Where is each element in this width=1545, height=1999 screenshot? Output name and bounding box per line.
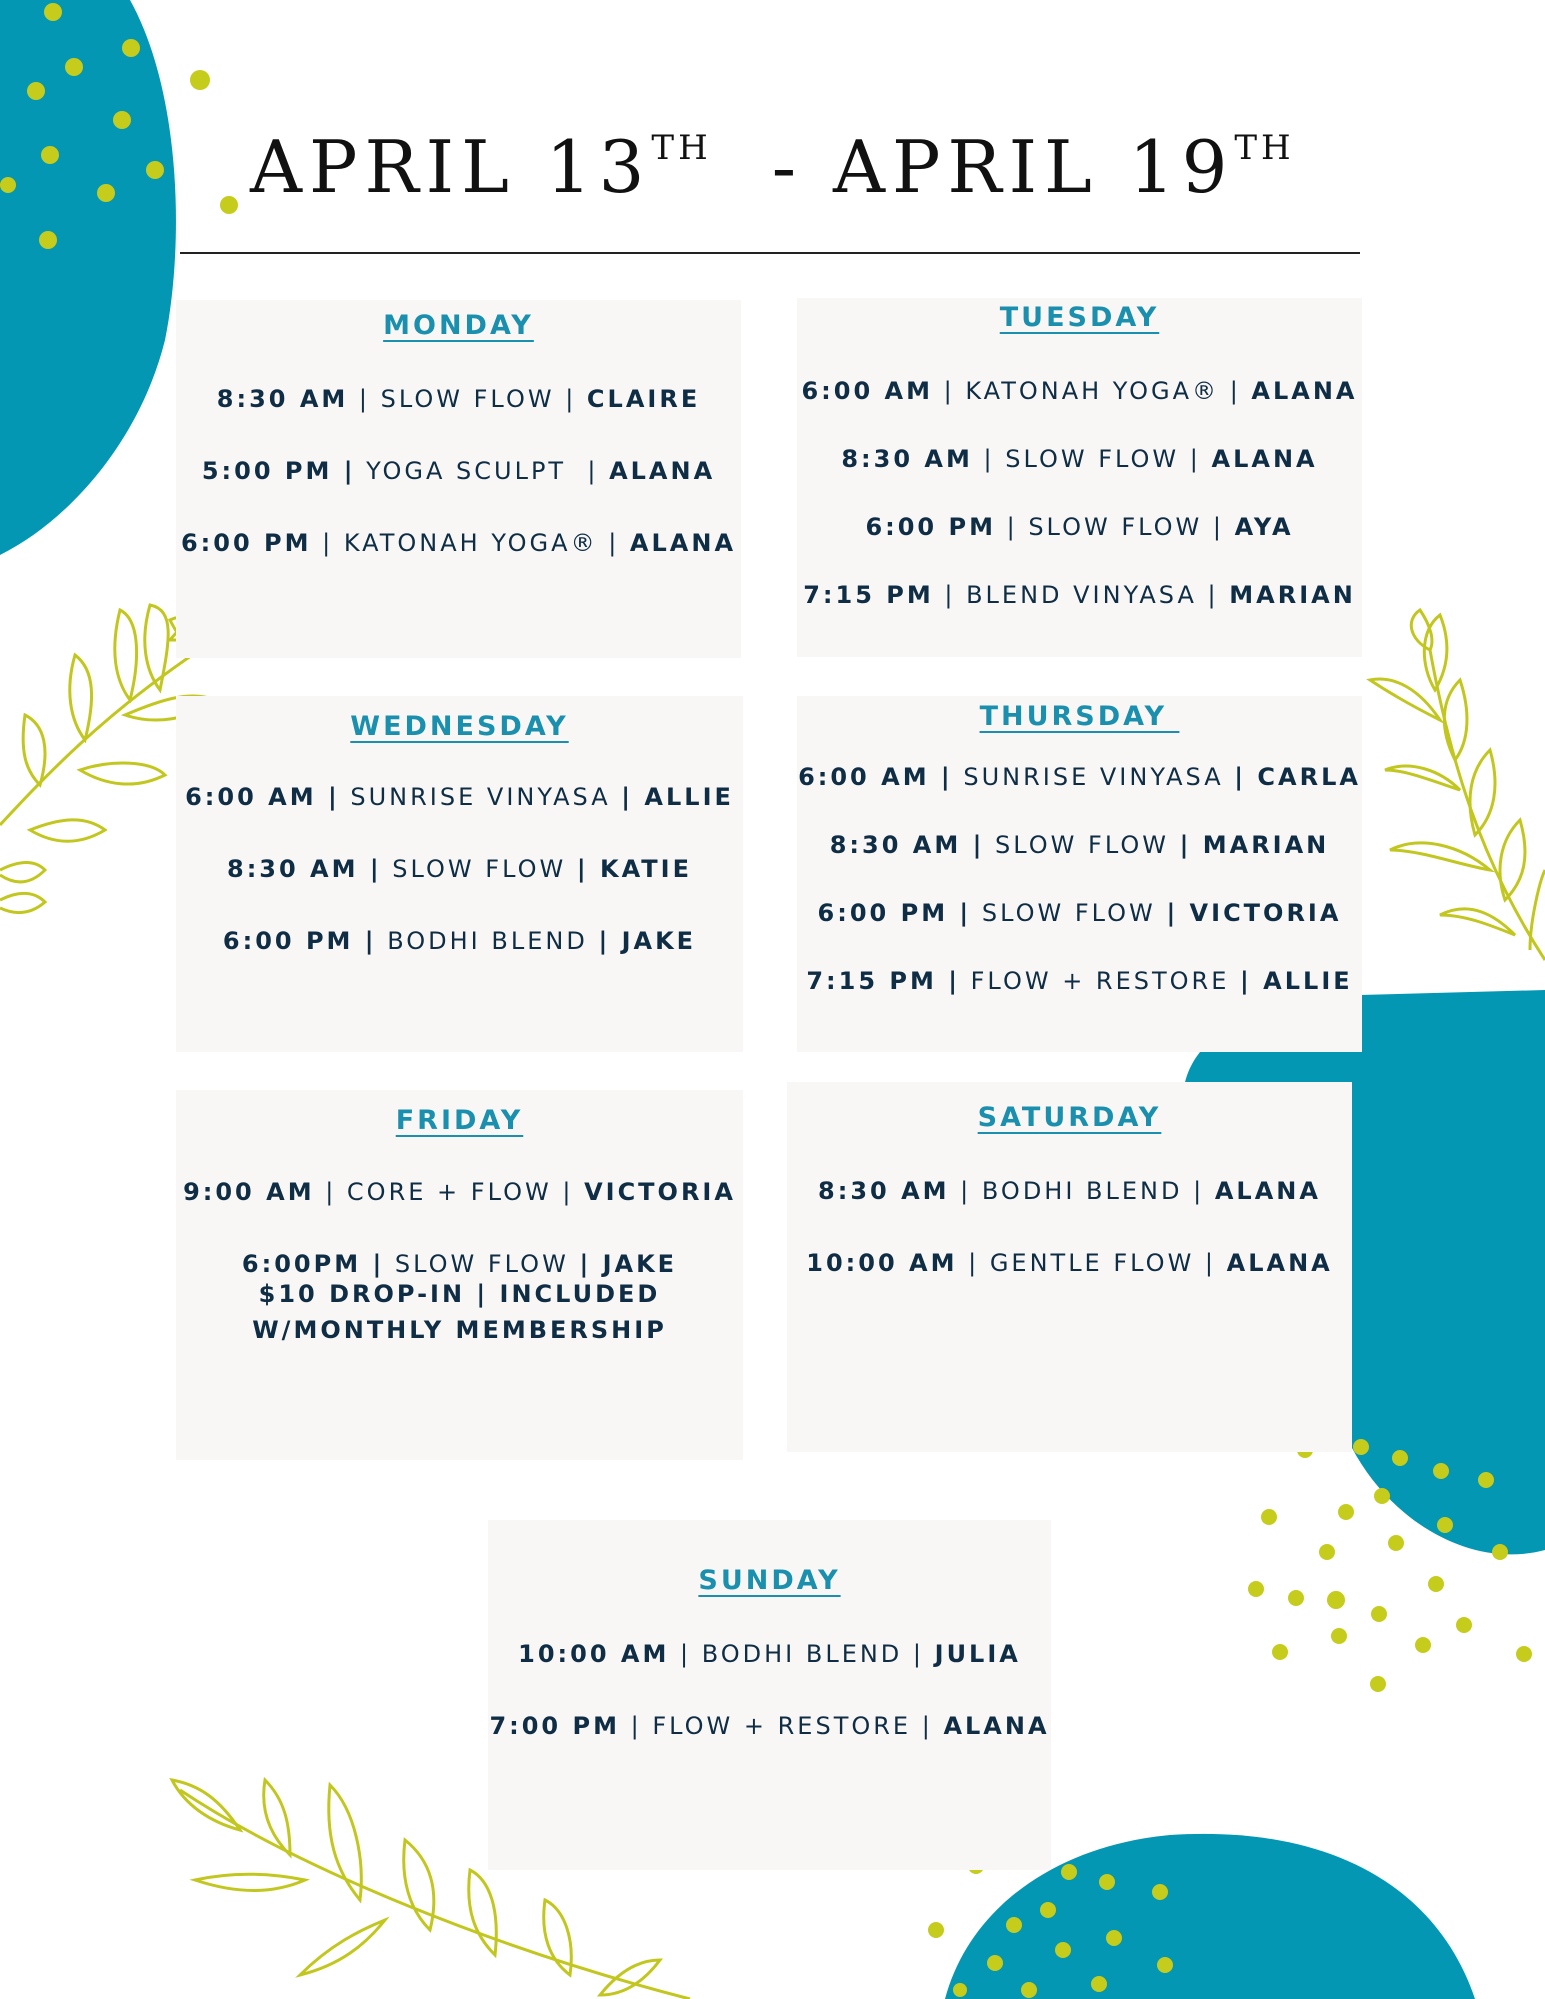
day-card-tuesday xyxy=(797,298,1362,657)
class-name: SLOW FLOW xyxy=(1028,513,1203,541)
day-card-friday xyxy=(176,1090,743,1460)
class-entry xyxy=(797,379,1362,403)
class-time: 8:30 AM xyxy=(841,445,973,473)
separator: | xyxy=(554,385,587,413)
separator: | xyxy=(597,529,630,557)
class-name: KATONAH YOGA® xyxy=(343,529,598,557)
separator: | xyxy=(911,1712,944,1740)
class-time: 10:00 AM xyxy=(518,1640,670,1668)
class-time: 10:00 AM xyxy=(806,1249,958,1277)
class-time: 8:30 AM xyxy=(216,385,349,413)
class-time: 8:30 AM | xyxy=(227,855,382,883)
separator: | xyxy=(957,1249,990,1277)
day-card-sunday xyxy=(488,1520,1051,1870)
class-time: 8:30 AM | xyxy=(829,831,985,859)
class-time: 7:15 PM | xyxy=(806,967,960,995)
separator xyxy=(1224,763,1235,791)
class-time: 6:00 PM xyxy=(865,513,996,541)
separator: | xyxy=(1182,1177,1215,1205)
day-heading: MONDAY xyxy=(383,310,534,341)
class-name: SLOW FLOW xyxy=(380,385,555,413)
class-teacher: VICTORIA xyxy=(584,1178,736,1206)
class-entry xyxy=(797,969,1362,993)
page-title xyxy=(250,125,1295,209)
class-teacher: | JAKE xyxy=(598,927,697,955)
day-heading: TUESDAY xyxy=(999,302,1160,333)
pricing-note-line: W/MONTHLY MEMBERSHIP xyxy=(252,1316,667,1344)
class-time: 5:00 PM | xyxy=(201,457,356,485)
class-name: SLOW FLOW xyxy=(995,831,1169,859)
day-heading: WEDNESDAY xyxy=(350,711,569,742)
separator: | xyxy=(995,513,1029,541)
separator: | xyxy=(619,1712,653,1740)
separator xyxy=(611,783,622,811)
class-entry xyxy=(176,1180,743,1204)
separator: | xyxy=(932,377,966,405)
separator xyxy=(382,855,393,883)
class-name: FLOW + RESTORE xyxy=(652,1712,912,1740)
class-time: 6:00 AM | xyxy=(185,783,340,811)
class-name: SUNRISE VINYASA xyxy=(963,763,1224,791)
class-time: 7:00 PM xyxy=(489,1712,620,1740)
separator: | xyxy=(311,529,344,557)
separator xyxy=(340,783,351,811)
separator: | xyxy=(1196,581,1230,609)
pricing-note-line: $10 DROP-IN | INCLUDED xyxy=(258,1280,661,1308)
day-heading: SATURDAY xyxy=(977,1102,1162,1133)
title-start-date: APRIL 13 xyxy=(250,125,652,209)
separator xyxy=(569,1250,580,1278)
class-entry xyxy=(797,515,1362,539)
class-teacher: AYA xyxy=(1234,513,1294,541)
class-teacher: | ALLIE xyxy=(621,783,734,811)
class-entry xyxy=(176,459,741,483)
class-teacher: | MARIAN xyxy=(1179,831,1330,859)
class-entry xyxy=(176,531,741,555)
separator: | xyxy=(1219,377,1252,405)
separator xyxy=(953,763,964,791)
class-entry xyxy=(176,387,741,411)
separator: | xyxy=(949,1177,982,1205)
class-entry xyxy=(488,1714,1051,1738)
separator: | xyxy=(972,445,1006,473)
class-entry xyxy=(797,765,1362,789)
class-time: 8:30 AM xyxy=(818,1177,950,1205)
class-entry xyxy=(176,929,743,953)
class-entry xyxy=(176,785,743,809)
class-entry xyxy=(787,1179,1352,1203)
class-entry xyxy=(176,1252,743,1276)
class-name: CORE + FLOW xyxy=(346,1178,552,1206)
class-name: BODHI BLEND xyxy=(387,927,588,955)
separator: | xyxy=(1179,445,1212,473)
class-name: GENTLE FLOW xyxy=(989,1249,1195,1277)
separator xyxy=(1169,831,1180,859)
class-entry xyxy=(797,901,1362,925)
class-time: 6:00 PM | xyxy=(222,927,377,955)
class-name: SUNRISE VINYASA xyxy=(350,783,611,811)
class-entry xyxy=(787,1251,1352,1275)
title-divider xyxy=(180,252,1360,254)
class-teacher: ALANA xyxy=(609,457,716,485)
title-end-date: - APRIL 19 xyxy=(771,125,1235,209)
class-teacher: ALANA xyxy=(1214,1177,1321,1205)
class-entry xyxy=(488,1642,1051,1666)
class-entry xyxy=(797,583,1362,607)
class-name: BLEND VINYASA xyxy=(966,581,1197,609)
class-name: BODHI BLEND xyxy=(981,1177,1183,1205)
separator: | xyxy=(314,1178,347,1206)
top-left-teal-blob xyxy=(0,0,176,555)
separator: | xyxy=(1194,1249,1227,1277)
pricing-note xyxy=(176,1276,743,1348)
separator xyxy=(566,855,577,883)
class-time: 7:15 PM xyxy=(803,581,934,609)
class-time: 6:00 PM xyxy=(180,529,312,557)
class-time: 6:00 AM | xyxy=(798,763,953,791)
class-name: YOGA SCULPT xyxy=(366,457,567,485)
day-heading: THURSDAY xyxy=(979,701,1180,732)
class-teacher: | VICTORIA xyxy=(1166,899,1342,927)
class-teacher: ALANA xyxy=(1211,445,1318,473)
title-end-suffix: TH xyxy=(1234,128,1295,168)
class-entry xyxy=(797,447,1362,471)
class-teacher: ALANA xyxy=(629,529,737,557)
class-time: 9:00 AM xyxy=(183,1178,315,1206)
separator: | xyxy=(1202,513,1235,541)
separator xyxy=(588,927,599,955)
class-time: 6:00 AM xyxy=(801,377,933,405)
separator xyxy=(1229,967,1240,995)
class-teacher: | CARLA xyxy=(1234,763,1361,791)
separator xyxy=(377,927,388,955)
class-teacher: | ALLIE xyxy=(1240,967,1353,995)
class-teacher: CLAIRE xyxy=(586,385,701,413)
separator xyxy=(960,967,971,995)
class-teacher: | JAKE xyxy=(579,1250,678,1278)
separator xyxy=(355,457,366,485)
separator: | xyxy=(348,385,381,413)
class-time: 6:00PM | xyxy=(241,1250,385,1278)
class-teacher: MARIAN xyxy=(1229,581,1356,609)
class-teacher: ALANA xyxy=(1226,1249,1333,1277)
class-name: SLOW FLOW xyxy=(1005,445,1180,473)
separator xyxy=(384,1250,395,1278)
separator: | xyxy=(933,581,967,609)
separator xyxy=(984,831,995,859)
day-heading: SUNDAY xyxy=(698,1565,841,1596)
class-name: SLOW FLOW xyxy=(392,855,567,883)
day-card-saturday xyxy=(787,1082,1352,1452)
day-card-monday xyxy=(176,300,741,658)
class-teacher: | KATIE xyxy=(576,855,692,883)
separator: | xyxy=(669,1640,702,1668)
title-start-suffix: TH xyxy=(651,128,712,168)
class-name: SLOW FLOW xyxy=(981,899,1156,927)
separator xyxy=(1156,899,1167,927)
class-time: 6:00 PM | xyxy=(817,899,972,927)
class-entry xyxy=(797,833,1362,857)
separator: | xyxy=(566,457,610,485)
leaf-branch-right xyxy=(1370,610,1545,960)
day-card-thursday xyxy=(797,696,1362,1052)
day-heading: FRIDAY xyxy=(395,1105,524,1136)
class-entry xyxy=(176,857,743,881)
separator xyxy=(971,899,982,927)
class-name: KATONAH YOGA® xyxy=(965,377,1220,405)
class-teacher: ALANA xyxy=(943,1712,1050,1740)
class-name: FLOW + RESTORE xyxy=(970,967,1230,995)
class-teacher: JULIA xyxy=(934,1640,1021,1668)
day-card-wednesday xyxy=(176,696,743,1052)
class-name: SLOW FLOW xyxy=(394,1250,569,1278)
class-name: BODHI BLEND xyxy=(701,1640,903,1668)
class-teacher: ALANA xyxy=(1251,377,1358,405)
separator: | xyxy=(551,1178,585,1206)
separator: | xyxy=(902,1640,935,1668)
